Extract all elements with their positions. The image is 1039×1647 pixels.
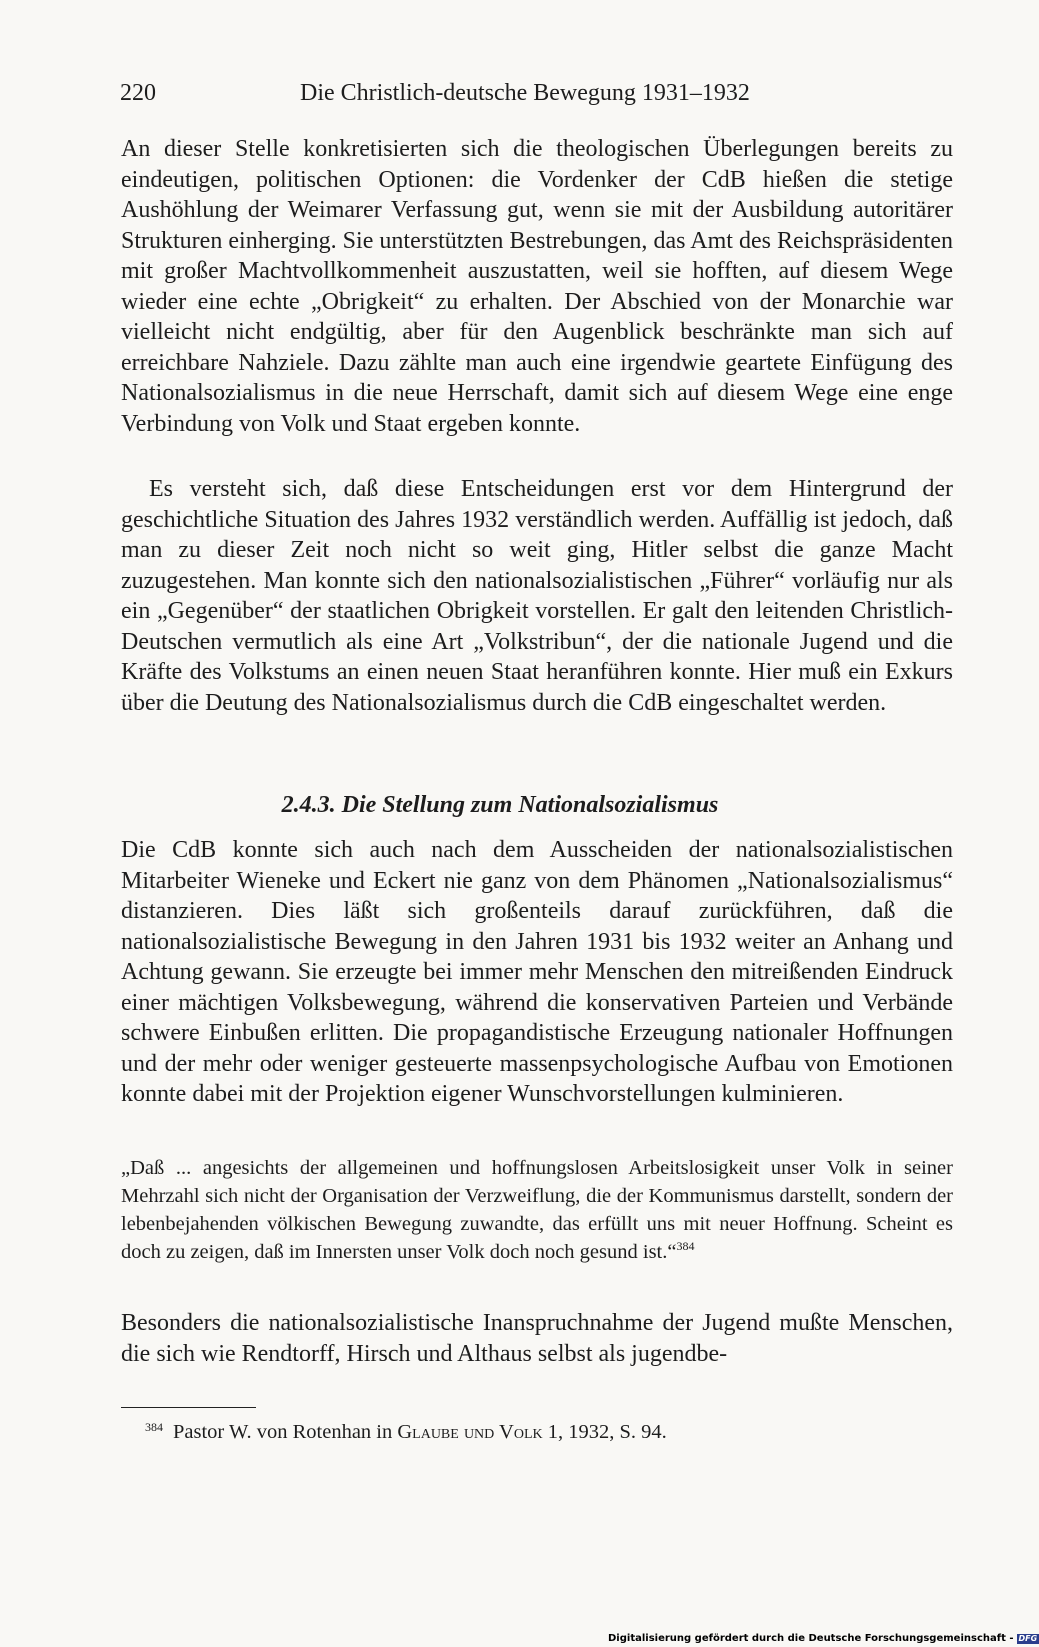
footnote-text-after: 1, 1932, S. 94. (542, 1421, 667, 1443)
dfg-logo: DFG (1018, 1634, 1038, 1643)
body-paragraph: Es versteht sich, daß diese Entscheidungen erst vor dem Hintergrund der geschichtliche Situation des Jahres 1932 verständlich werden. Auffällig ist jedoch, daß man zu dieser Zeit noch nicht so weit ging, Hitler selbst die ganze Macht zuzugestehen. Man konnte sich den nationalsozialistischen „Führer“ vorläufig nur als ein „Gegenüber“ der staatlichen Obrigkeit vorstellen. Er galt den leitenden Christlich-Deutschen vermutlich als eine Art „Volkstribun“, der die nationale Jugend und die Kräfte des Volkstums an einen neuen Staat heranführen konnte. Hier muß ein Exkurs über die Deutung des Nationalsozialismus durch die CdB eingeschaltet werden. (121, 476, 953, 716)
digitization-notice-text: Digitalisierung gefördert durch die Deutsche Forschungsgemeinschaft - (608, 1633, 1014, 1644)
footnote-text-before: Pastor W. von Rotenhan in (173, 1421, 398, 1443)
section-heading: 2.4.3. Die Stellung zum Nationalsozialismus (281, 792, 719, 818)
footnote-divider (121, 1407, 256, 1408)
footnote-reference[interactable]: 384 (676, 1239, 695, 1254)
footnote-number: 384 (145, 1420, 163, 1434)
body-paragraph: Die CdB konnte sich auch nach dem Ausscheiden der nationalsozialistischen Mitarbeiter Wieneke und Eckert nie ganz von dem Phänomen „Nationalsozialismus“ distanzieren. Dies läßt sich großenteils darauf zurückführen, daß die nationalsozialistische Bewegung in den Jahren 1931 bis 1932 weiter an Anhang und Achtung gewann. Sie erzeugte bei immer mehr Menschen den mitreißenden Eindruck einer mächtigen Volksbewegung, während die konservativen Parteien und Verbände schwere Einbußen erlitten. Die propagandistische Erzeugung nationaler Hoffnungen und der mehr oder weniger gesteuerte massenpsychologische Aufbau von Emotionen konnte dabei mit der Projektion eigener Wunschvorstellungen kulminieren. (121, 837, 953, 1107)
running-title: Die Christlich-deutsche Bewegung 1931–1932 (300, 80, 750, 106)
footnote (145, 1418, 945, 1446)
digitization-notice (608, 1633, 1039, 1645)
running-head (120, 76, 955, 112)
body-paragraph: An dieser Stelle konkretisierten sich die theologischen Überlegungen bereits zu eindeutigen, politischen Optionen: die Vordenker der CdB hießen die stetige Aushöhlung der Weimarer Verfassung gut, wenn sie mit der Ausbildung autoritärer Strukturen einherging. Sie unterstützten Bestrebungen, das Amt des Reichspräsidenten mit großer Machtvollkommenheit auszustatten, weil sie hofften, auf diesem Wege wieder eine echte „Obrigkeit“ zu erhalten. Der Abschied von der Monarchie war vielleicht nicht endgültig, aber für den Augenblick beschränkte man sich auf erreichbare Nahziele. Dazu zählte man auch eine irgendwie geartete Einfügung des Nationalsozialismus in die neue Herrschaft, damit sich auf diesem Wege eine enge Verbindung von Volk und Staat ergeben konnte. (121, 136, 953, 437)
footnote-source: Glaube und Volk (397, 1421, 543, 1443)
block-quote (121, 1154, 953, 1266)
body-paragraph: Besonders die nationalsozialistische Inanspruchnahme der Jugend mußte Menschen, die sich wie Rendtorff, Hirsch und Althaus selbst als jugendbe- (121, 1310, 953, 1367)
page-number: 220 (120, 80, 156, 106)
quote-text: „Daß ... angesichts der allgemeinen und hoffnungslosen Arbeitslosigkeit unser Volk in seiner Mehrzahl sich nicht der Organisation der Verzweiflung, die der Kommunismus darstellt, sondern der lebenbejahenden völkischen Bewegung zuwandte, das erfüllt uns mit neuer Hoffnung. Scheint es doch zu zeigen, daß im Innersten unser Volk doch noch gesund ist.“ (121, 1157, 953, 1263)
